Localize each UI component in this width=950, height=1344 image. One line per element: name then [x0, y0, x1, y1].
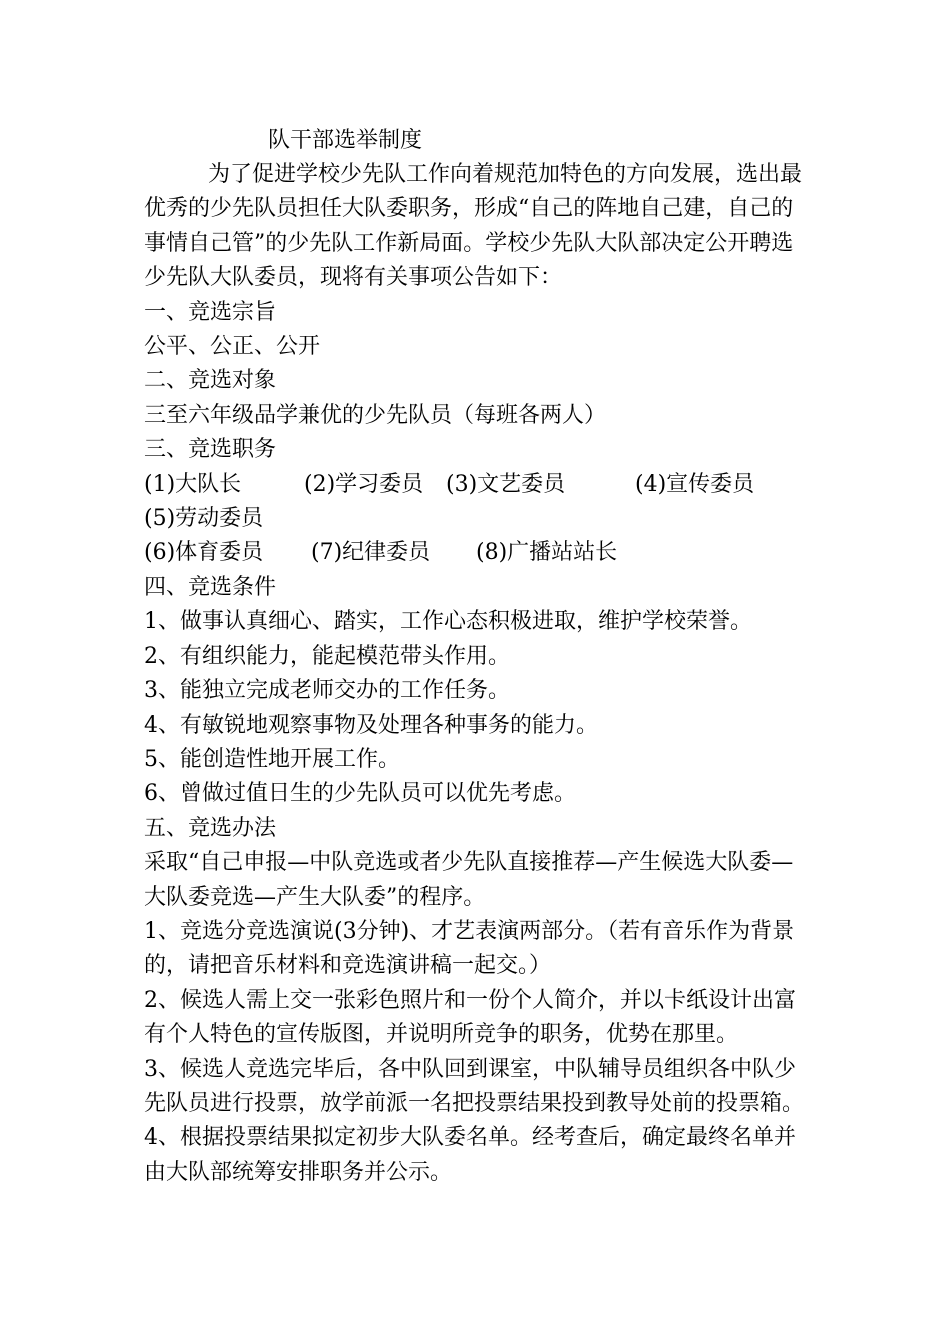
position-item: (8)广播站站长 [476, 540, 618, 566]
condition-item: 2、有组织能力，能起模范带头作用。 [144, 643, 510, 669]
condition-item: 5、能创造性地开展工作。 [144, 746, 400, 772]
position-item: (1)大队长 [144, 471, 242, 497]
section-heading-target: 二、竞选对象 [144, 368, 277, 394]
position-item: (7)纪律委员 [311, 540, 431, 566]
section-heading-purpose: 一、竞选宗旨 [144, 299, 277, 325]
position-item: (2)学习委员 [304, 471, 424, 497]
position-item: (5)劳动委员 [144, 506, 264, 532]
method-item: 1、竞选分竞选演说(3分钟)、才艺表演两部分。（若有音乐作为背景的，请把音乐材料和竞选演讲稿一起交。） [144, 918, 795, 979]
purpose-text: 公平、公正、公开 [144, 334, 321, 360]
intro-paragraph: 为了促进学校少先队工作向着规范加特色的方向发展，选出最优秀的少先队员担任大队委职务，形成“自己的阵地自己建，自己的事情自己管”的少先队工作新局面。学校少先队大队部决定公开聘选少先队大队委员，现将有关事项公告如下： [144, 162, 803, 291]
condition-item: 6、曾做过值日生的少先队员可以优先考虑。 [144, 781, 576, 807]
positions-row [144, 536, 809, 570]
position-item: (4)宣传委员 [635, 471, 755, 497]
method-item: 2、候选人需上交一张彩色照片和一份个人简介，并以卡纸设计出富有个人特色的宣传版图，并说明所竞争的职务，优势在那里。 [144, 987, 796, 1048]
document-title: 队干部选举制度 [268, 128, 423, 153]
positions-row [144, 468, 809, 502]
section-heading-conditions: 四、竞选条件 [144, 574, 277, 600]
section-heading-method: 五、竞选办法 [144, 815, 277, 841]
condition-item: 1、做事认真细心、踏实，工作心态积极进取，维护学校荣誉。 [144, 609, 752, 635]
method-item: 3、候选人竞选完毕后，各中队回到课室，中队辅导员组织各中队少先队员进行投票，放学前派一名把投票结果投到教导处前的投票箱。 [144, 1056, 805, 1116]
position-item: (3)文艺委员 [446, 471, 566, 497]
condition-item: 4、有敏锐地观察事物及处理各种事务的能力。 [144, 712, 598, 738]
method-item: 4、根据投票结果拟定初步大队委名单。经考查后，确定最终名单并由大队部统筹安排职务并公示。 [144, 1125, 796, 1185]
target-text: 三至六年级品学兼优的少先队员（每班各两人） [144, 402, 607, 428]
position-item: (6)体育委员 [144, 540, 264, 566]
condition-item: 3、能独立完成老师交办的工作任务。 [144, 678, 510, 704]
positions-row [144, 502, 809, 536]
document-body [144, 158, 809, 1190]
method-text: 采取“自己申报—中队竞选或者少先队直接推荐—产生候选大队委—大队委竞选—产生大队委”的程序。 [144, 850, 794, 910]
section-heading-positions: 三、竞选职务 [144, 437, 277, 463]
